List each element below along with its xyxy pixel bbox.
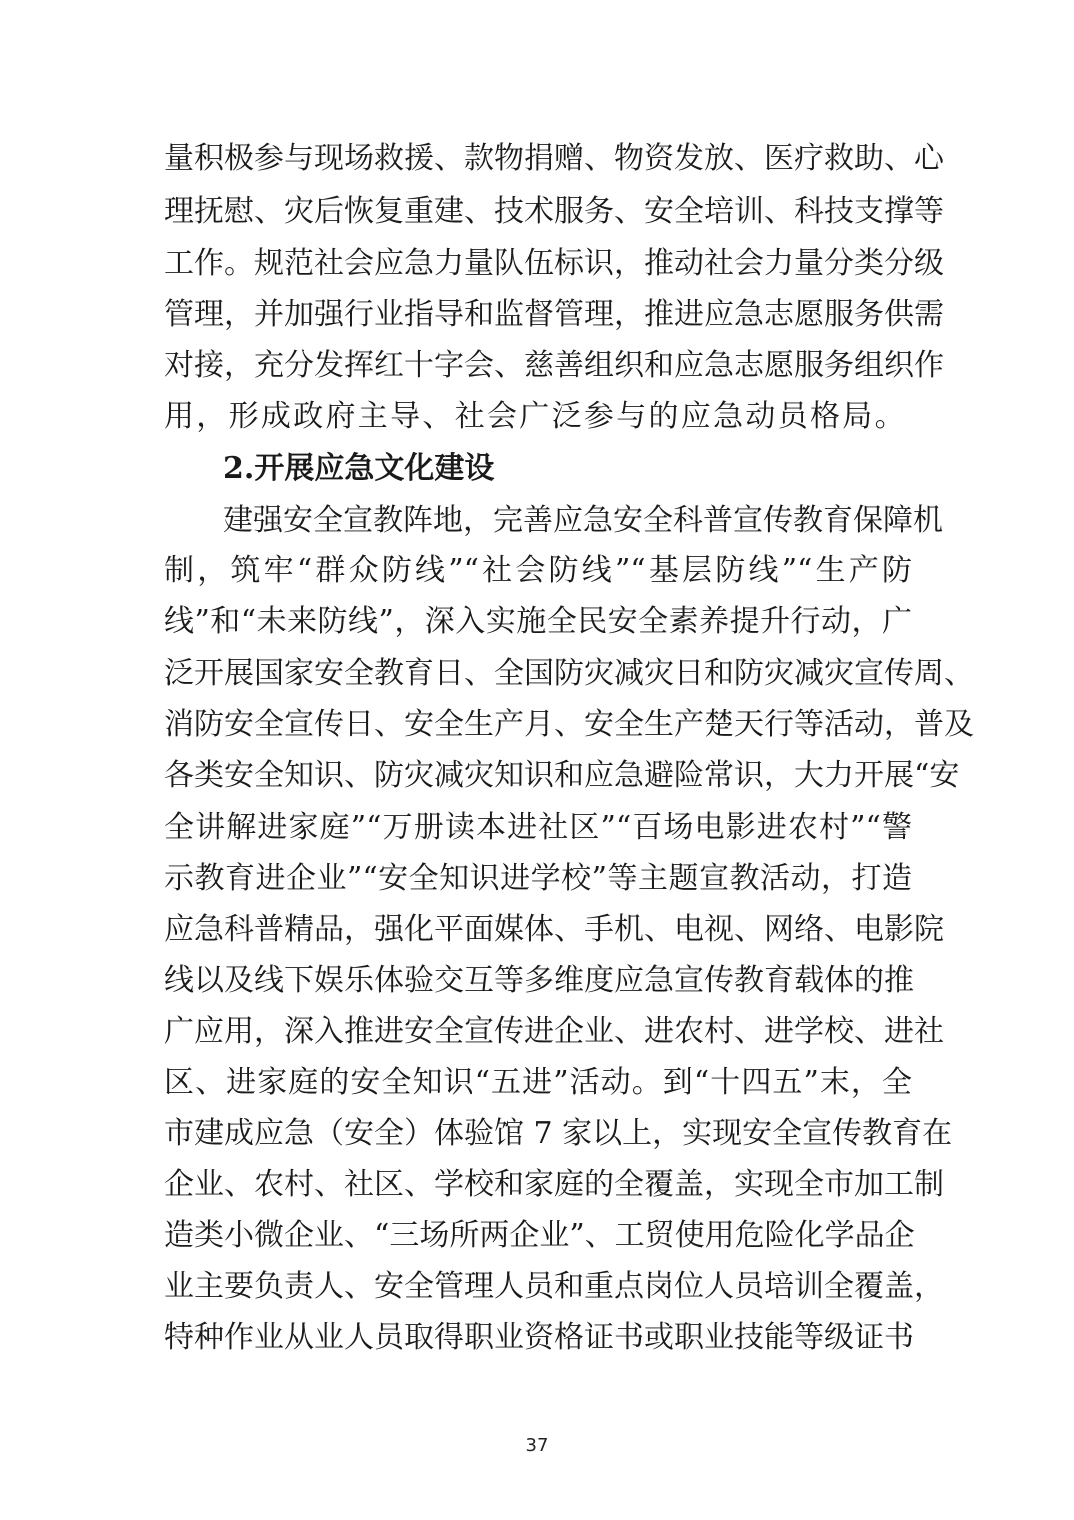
paragraph-line: 各类安全知识、防灾减灾知识和应急避险常识，大力开展“安 <box>164 758 960 793</box>
paragraph-line: 特种作业从业人员取得职业资格证书或职业技能等级证书 <box>164 1320 914 1355</box>
paragraph-line: 应急科普精品，强化平面媒体、手机、电视、网络、电影院 <box>164 912 944 947</box>
paragraph-line: 管理，并加强行业指导和监督管理，推进应急志愿服务供需 <box>164 297 944 332</box>
paragraph-line: 工作。规范社会应急力量队伍标识，推动社会力量分类分级 <box>164 246 944 281</box>
paragraph-line: 线以及线下娱乐体验交互等多维度应急宣传教育载体的推 <box>164 963 914 998</box>
paragraph-line: 造类小微企业、“三场所两企业”、工贸使用危险化学品企 <box>164 1218 915 1253</box>
paragraph-line: 线”和“未来防线”，深入实施全民安全素养提升行动，广 <box>164 604 912 639</box>
paragraph-line: 理抚慰、灾后恢复重建、技术服务、安全培训、科技支撑等 <box>164 194 944 229</box>
paragraph-line: 制，筑牢“群众防线”“社会防线”“基层防线”“生产防 <box>164 553 912 588</box>
paragraph-line: 企业、农村、社区、学校和家庭的全覆盖，实现全市加工制 <box>164 1167 944 1202</box>
paragraph-line: 对接，充分发挥红十字会、慈善组织和应急志愿服务组织作 <box>164 348 944 383</box>
paragraph-line: 泛开展国家安全教育日、全国防灾减灾日和防灾减灾宣传周、 <box>164 656 974 691</box>
paragraph-line: 全讲解进家庭”“万册读本进社区”“百场电影进农村”“警 <box>164 810 912 845</box>
paragraph-line: 示教育进企业”“安全知识进学校”等主题宣教活动，打造 <box>164 861 912 896</box>
paragraph-line: 市建成应急（安全）体验馆 7 家以上，实现安全宣传教育在 <box>164 1116 953 1151</box>
section-heading: 2.开展应急文化建设 <box>223 451 495 486</box>
paragraph-line: 区、进家庭的安全知识“五进”活动。到“十四五”末，全 <box>164 1065 912 1100</box>
paragraph-line: 广应用，深入推进安全宣传进企业、进农村、进学校、进社 <box>164 1014 944 1049</box>
paragraph-line: 用，形成政府主导、社会广泛参与的应急动员格局。 <box>164 399 907 434</box>
paragraph-line: 业主要负责人、安全管理人员和重点岗位人员培训全覆盖， <box>164 1269 944 1304</box>
paragraph-line: 量积极参与现场救援、款物捐赠、物资发放、医疗救助、心 <box>164 141 944 176</box>
paragraph-line: 消防安全宣传日、安全生产月、安全生产楚天行等活动，普及 <box>164 707 974 742</box>
paragraph-line: 建强安全宣教阵地，完善应急安全科普宣传教育保障机 <box>223 503 943 538</box>
page-number: 37 <box>525 1435 549 1456</box>
